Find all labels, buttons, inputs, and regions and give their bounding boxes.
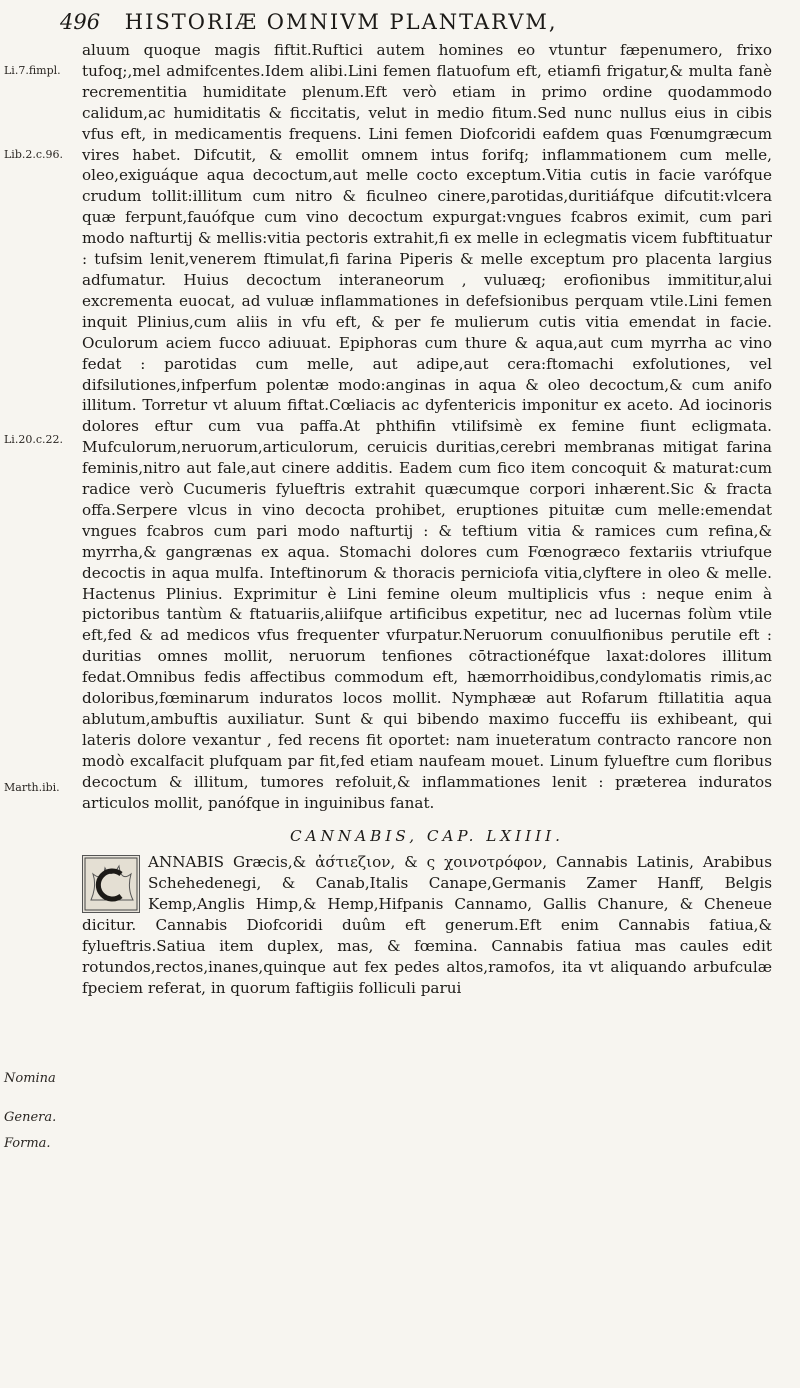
margin-note-1: Li.7.fimpl. <box>4 64 61 77</box>
running-header <box>60 10 760 34</box>
page-number: 496 <box>60 10 101 34</box>
margin-note-genera: Genera. <box>4 1110 57 1125</box>
margin-note-2: Lib.2.c.96. <box>4 148 64 161</box>
running-title: HISTORIÆ OMNIVM PLANTARVM, <box>124 10 558 34</box>
chapter-heading: CANNABIS, CAP. LXIIII. <box>290 826 564 845</box>
margin-note-forma: Forma. <box>4 1136 51 1151</box>
margin-note-4: Marth.ibi. <box>4 781 60 794</box>
paragraph-cannabis-text: ANNABIS Græcis,& ἀσ́τιεζιον, & ς χοινοτρόφον, Cannabis Latinis, Arabibus Schehedenegi, & Canab,Italis Canape,Germanis Zamer Hanff, Belgis Kemp,Anglis Himp,& Hemp,Hifpanis Cannamo, Gallis Chanure, & Cheneue dicitur. Cannabis Diofcoridi duûm eft generum.Eft enim Cannabis fatiua,& fylueftris.Satiua item duplex, mas, & fœmina. Cannabis fatiua mas caules edit rotundos,rectos,inanes,quinque aut fex pedes altos,ramofos, ita vt aliquando arbufculæ fpeciem referat, in quorum faftigiis folliculi parui <box>82 853 772 997</box>
body-text <box>82 40 772 999</box>
paragraph-linum: aluum quoque magis fiftit.Ruftici autem homines eo vtuntur fæpenumero, frixo tufoq;,mel admifcentes.Idem alibi.Lini femen flatuofum eft, etiamfi frigatur,& multa fanè recrementitia humiditate plenum.Eft verò etiam in primo ordine quodammodo calidum,ac humiditatis & ficcitatis, velut in medio fitum.Sed nunc nullus eius in cibis vfus eft, in medicamentis frequens. Lini femen Diofcoridi eafdem quas Fœnumgræcum vires habet. Difcutit, & emollit omnem intus forifq; inflammationem cum melle, oleo,exiguáque aqua decoctum,aut melle cocto exceptum.Vitia cutis in facie varófque crudum tollit:illitum cum nitro & ficulneo cinere,parotidas,duritiáfque difcutit:vlcera quæ ferpunt,fauófque cum vino decoctum expurgat:vngues fcabros eximit, cum pari modo nafturtij & mellis:vitia pectoris extrahit,fi ex melle in eclegmatis vicem fubftituatur : tufsim lenit,venerem ftimulat,fi farina Piperis & melle exceptum pro placenta largius adfumatur. Huius decoctum interaneorum , vuluæq; erofionibus immititur,alui excrementa euocat, ad vuluæ inflammationes in defefsionibus perquam vtile.Lini femen inquit Plinius,cum aliis in vfu eft, & per fe mulierum cutis vitia emendat in facie. Oculorum aciem fucco adiuuat. Epiphoras cum thure & aqua,aut cum myrrha ac vino fedat : parotidas cum melle, aut adipe,aut cera:ftomachi exfolutiones, vel difsilutiones,infperfum polentæ modo:anginas in aqua & oleo decoctum,& cum anifo illitum. Torretur vt aluum fiftat.Cœliacis ac dyfentericis imponitur ex aceto. Ad iocinoris dolores eftur cum vua paffa.At phthifin vtilifsimè ex femine fiunt ecligmata. Mufculorum,neruorum,articulorum, ceruicis duritias,cerebri membranas mitigat farina feminis,nitro aut fale,aut cinere additis. Eadem cum fico item concoquit & maturat:cum radice verò Cucumeris fylueftris extrahit quæcumque corpori inhærent.Sic & fracta offa.Serpere vlcus in vino decocta prohibet, eruptiones pituitæ cum melle:emendat vngues fcabros cum pari modo nafturtij : & teftium vitia & ramices cum refina,& myrrha,& gangrænas ex aqua. Stomachi dolores cum Fœnogræco fextariis vtriufque decoctis in aqua mulfa. Inteftinorum & thoracis perniciofa vitia,clyftere in oleo & melle. Hactenus Plinius. Exprimitur è Lini femine oleum multiplicis vfus : neque enim à pictoribus tantùm & ftatuariis,aliifque artificibus expetitur, nec ad lucernas folùm vtile eft,fed & ad medicos vfus frequenter vfurpatur.Neruorum conuulfionibus perutile eft : duritias omnes mollit, neruorum tenfiones cōtractionéfque laxat:dolores illitum fedat.Omnibus fedis affectibus commodum eft, hæmorrhoidibus,condylomatis rimis,ac doloribus,fœminarum induratos locos mollit. Nymphææ aut Rofarum ftillatitia aqua ablutum,ambuftis auxiliatur. Sunt & qui bibendo maximo fucceffu iis exhibeant, qui lateris dolore vexantur , fed recens fit oportet: nam inueteratum contracto rancore non modò excalfacit plufquam par fit,fed etiam naufeam mouet. Linum fylueftre cum floribus decoctum & illitum, tumores refoluit,& inflammationes lenit : præterea induratos articulos mollit, panófque in inguinibus fanat. <box>82 41 772 812</box>
margin-note-3: Li.20.c.22. <box>4 433 63 446</box>
margin-note-nomina: Nomina <box>4 1071 56 1086</box>
paragraph-cannabis <box>82 852 772 998</box>
decorated-initial-c <box>82 855 140 913</box>
